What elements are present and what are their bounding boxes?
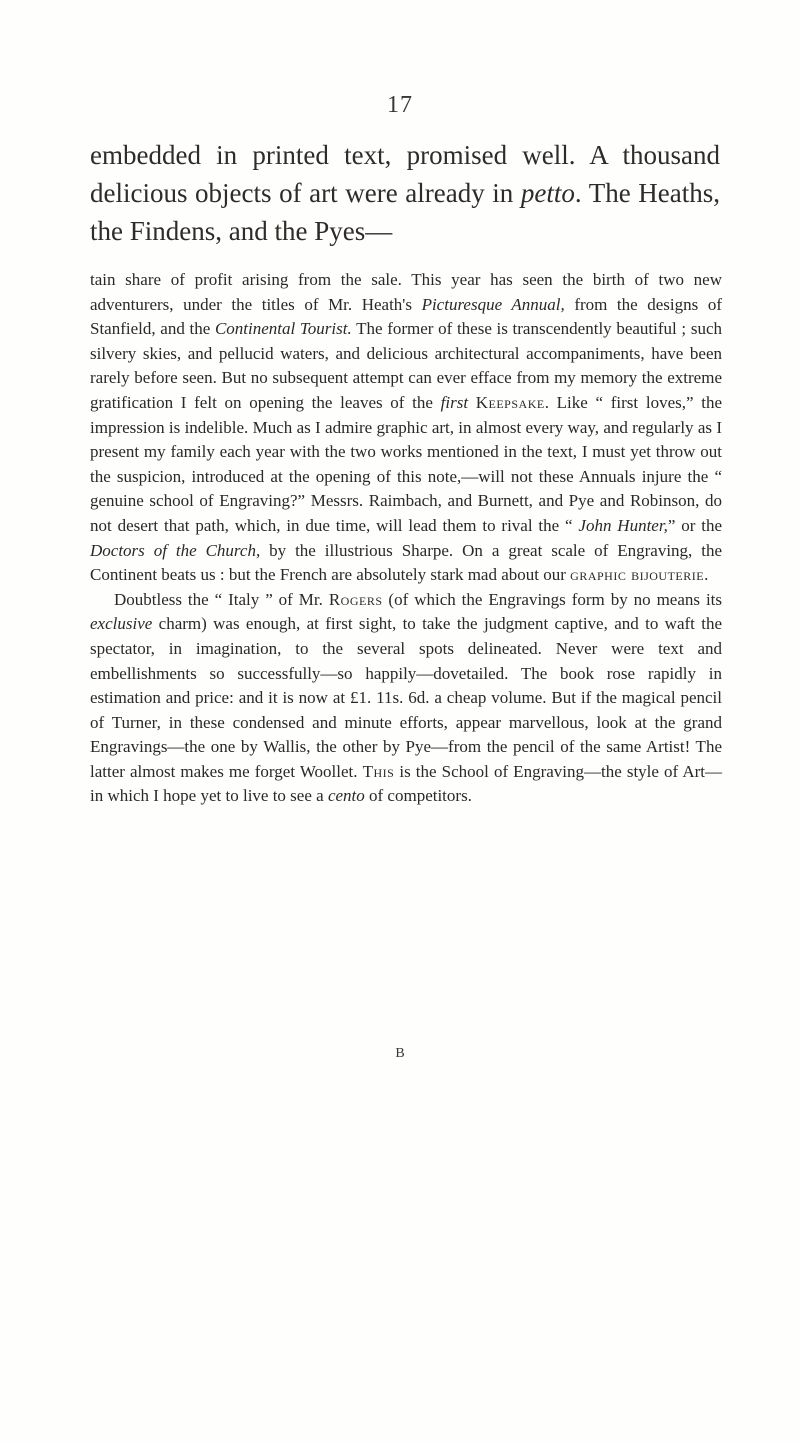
- footnote-paragraph-1: [90, 268, 722, 588]
- footnote-run: . Like “ first loves,” the impression is indelible. Much as I admire graphic art, in almost every way, and regularly as I present my family each year with the two works mentioned in the text, I must yet throw out the suspicion, introduced at the opening of this note,—will not these Annuals injure the “ genuine school of Engraving?” Messrs. Raimbach, and Burnett, and Pye and Robinson, do not desert that path, which, in due time, will lead them to rival the “: [90, 392, 722, 535]
- footnote-run: Doubtless the “ Italy ” of Mr.: [114, 589, 329, 609]
- footnote: [90, 268, 722, 809]
- footnote-run: [468, 393, 476, 412]
- smallcaps-rogers: Rogers: [328, 589, 383, 609]
- footnote-run: tain share of profit arising from the sale. This year has seen the birth of two new adventurers, under the titles of Mr. Heath's: [90, 270, 722, 314]
- footnote-run: from the designs of Stanfield, and the: [90, 294, 722, 339]
- main-text-run: . The Heaths, the Findens, and the Pyes—: [90, 178, 720, 246]
- main-text: [90, 136, 720, 250]
- title-continental-tourist: Continental Tourist.: [214, 319, 352, 339]
- footnote-run: by the illustrious Sharpe. On a great scale of Engraving, the Continent beats us : but the French are absolutely stark mad about our: [90, 540, 723, 585]
- footnote-run: .: [704, 565, 709, 585]
- footnote-run: is the School of Engraving—the style of Art—in which I hope yet to live to see a: [90, 761, 722, 806]
- smallcaps-graphic-bijouterie: graphic bijouterie: [570, 565, 705, 585]
- signature-mark: B: [395, 1046, 405, 1061]
- italic-exclusive: exclusive: [90, 614, 153, 634]
- footnote-run: charm) was enough, at first sight, to take the judgment captive, and to waft the spectator, in imagination, to the several spots delineated. Never were text and embellishments so successfully—so happily—dovetailed. The book rose rapidly in estimation and price: and it is now at £1. 11s. 6d. a cheap volume. But if the magical pencil of Turner, in these condensed and minute efforts, appear marvellous, look at the grand Engravings—the one by Wallis, the other by Pye—from the pencil of the same Artist! The latter almost makes me forget Woollet.: [90, 614, 722, 781]
- smallcaps-this: This: [362, 761, 395, 781]
- title-john-hunter: John Hunter,: [578, 515, 668, 535]
- footnote-run: (of which the Engravings form by no means its: [382, 589, 723, 609]
- page-number: 17: [387, 92, 413, 118]
- footnote-run: The former of these is transcendently beautiful ; such silvery skies, and pellucid waters, and delicious architectural accompaniments, have been rarely before seen. But no subsequent attempt can ever efface from my memory the extreme gratification I felt on opening the leaves of the: [90, 319, 722, 412]
- main-text-run: embedded in printed text, promised well. A thousand delicious objects of art were already in: [90, 140, 720, 208]
- footnote-paragraph-2: [90, 588, 722, 809]
- title-doctors-of-the-church: Doctors of the Church,: [90, 540, 261, 560]
- italic-first: first: [440, 392, 469, 412]
- smallcaps-keepsake: Keepsake: [475, 392, 545, 412]
- footnote-run: ” or the: [667, 515, 723, 535]
- main-text-italic: petto: [520, 178, 575, 208]
- title-picturesque-annual: Picturesque Annual,: [421, 294, 565, 314]
- footnote-run: of competitors.: [364, 786, 472, 806]
- italic-cento: cento: [327, 786, 365, 806]
- main-paragraph: [90, 136, 720, 250]
